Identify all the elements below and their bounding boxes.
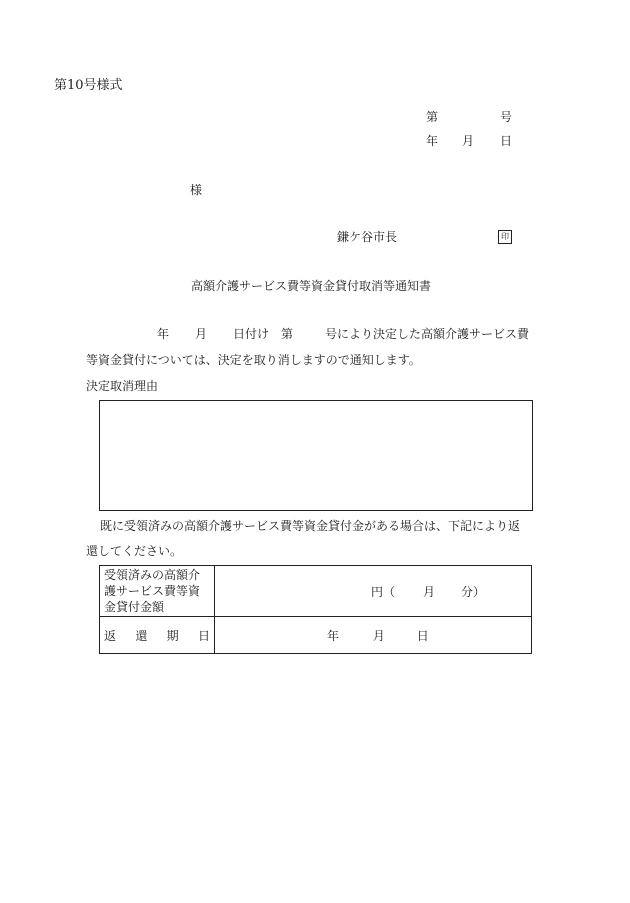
addressee-suffix: 様 xyxy=(190,183,203,197)
repayment-day: 日 xyxy=(416,628,429,643)
repayment-month: 月 xyxy=(372,628,385,643)
amount-value-cell[interactable] xyxy=(215,566,532,617)
amount-label-cell xyxy=(100,566,215,617)
repayment-date-cell[interactable] xyxy=(215,617,532,654)
date-month: 月 xyxy=(462,134,475,148)
repayment-label-char: 返 xyxy=(104,628,117,643)
date-day: 日 xyxy=(500,134,513,148)
repayment-date xyxy=(215,627,531,644)
repayment-year: 年 xyxy=(327,628,340,643)
body-date-ref: 日付け 第 xyxy=(233,327,294,341)
reason-box[interactable] xyxy=(99,400,533,511)
repayment-label-char: 還 xyxy=(135,628,148,643)
refund-table xyxy=(99,565,532,654)
amount-month: 月 xyxy=(422,584,435,599)
amount-label-line: 受領済みの高額介 xyxy=(104,568,201,582)
repayment-label-cell xyxy=(100,617,215,654)
body-line1-rest: 号により決定した高額介護サービス費 xyxy=(325,327,530,341)
issuer-name: 鎌ケ谷市長 xyxy=(337,230,398,244)
document-title: 高額介護サービス費等資金貸付取消等通知書 xyxy=(191,279,432,293)
number-prefix: 第 xyxy=(426,110,439,124)
table-row xyxy=(100,566,532,617)
amount-part: 分） xyxy=(461,584,486,599)
body-year: 年 xyxy=(157,327,170,341)
number-suffix: 号 xyxy=(500,110,513,124)
amount-label-line: 金貸付金額 xyxy=(104,600,165,614)
repayment-label-char: 日 xyxy=(197,628,210,643)
body-line2: 等資金貸付については、決定を取り消しますので通知します。 xyxy=(86,353,421,367)
notice-line2: 還してください。 xyxy=(86,544,183,558)
form-number: 第10号様式 xyxy=(54,78,123,93)
notice-line1: 既に受領済みの高額介護サービス費等資金貸付金がある場合は、下記により返 xyxy=(100,519,521,533)
amount-value xyxy=(215,583,531,600)
table-row xyxy=(100,617,532,654)
amount-yen: 円（ xyxy=(370,584,395,599)
amount-label-line: 護サービス費等資 xyxy=(104,584,201,598)
date-year: 年 xyxy=(426,134,439,148)
seal-mark: 印 xyxy=(498,230,512,244)
repayment-label-char: 期 xyxy=(166,628,179,643)
reason-label: 決定取消理由 xyxy=(86,379,159,393)
body-month: 月 xyxy=(195,327,208,341)
